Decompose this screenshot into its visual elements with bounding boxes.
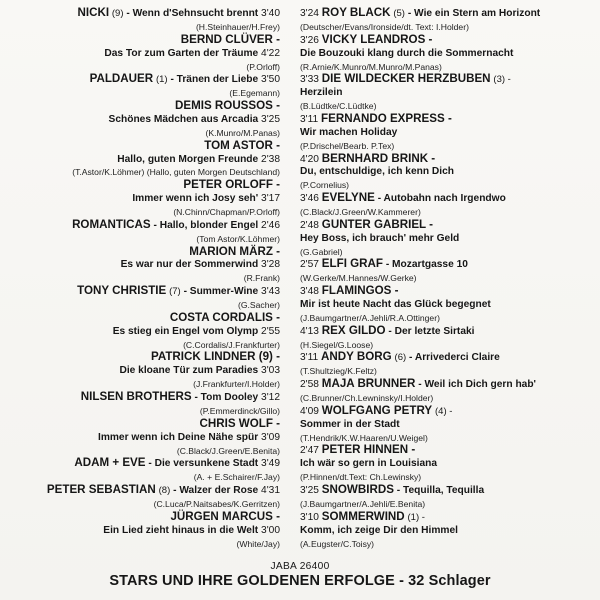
songwriter-credit: (C.Black/J.Green/W.Kammerer) <box>300 207 421 218</box>
track-duration: 2'48 <box>300 219 319 231</box>
songwriter-credit: (P.Orloff) <box>246 61 280 72</box>
track-line <box>14 432 280 445</box>
track-duration: 3'12 <box>261 392 280 404</box>
track-line <box>300 219 590 233</box>
song-title: Hallo, guten Morgen Freunde <box>117 153 259 165</box>
track-duration: 2'47 <box>300 445 319 457</box>
track-line <box>14 219 280 233</box>
chart-position: (3) - <box>493 74 511 86</box>
track-entry <box>14 73 280 100</box>
track-duration: 3'11 <box>300 113 319 125</box>
title-line <box>300 419 590 432</box>
track-entry <box>300 7 590 34</box>
track-entry <box>300 285 590 325</box>
chart-position: (1) <box>155 74 168 86</box>
songwriter-credit: (C.Black/J.Green/E.Benita) <box>176 445 280 456</box>
track-entry <box>14 418 280 458</box>
song-title: - Summer-Wine <box>183 286 259 298</box>
song-title: Mir ist heute Nacht das Glück begegnet <box>300 299 491 311</box>
song-title: Immer wenn ich Deine Nähe spür <box>97 431 259 443</box>
chart-position: (7) <box>169 286 181 298</box>
songwriter-credit: (K.Munro/M.Panas) <box>205 127 280 138</box>
track-entry <box>300 219 590 259</box>
song-title: - Mozartgasse 10 <box>385 259 468 271</box>
artist-name: TONY CHRISTIE <box>77 284 167 298</box>
song-title: Sommer in der Stadt <box>300 418 400 430</box>
track-duration: 3'26 <box>300 34 319 46</box>
track-duration: 3'46 <box>300 193 319 205</box>
track-entry <box>300 153 590 193</box>
song-title: - Wenn d'Sehnsucht brennt <box>126 8 259 19</box>
artist-name: EVELYNE <box>321 191 375 205</box>
artist-line <box>14 351 280 365</box>
songwriter-credit: (J.Frankfurter/I.Holder) <box>193 379 280 390</box>
chart-position: (8) <box>158 485 171 497</box>
track-duration: 2'57 <box>300 259 319 271</box>
track-line <box>14 7 280 21</box>
title-line <box>300 233 590 246</box>
songwriter-credit: (A. + E.Schairer/F.Jay) <box>193 472 280 483</box>
catalog-number: JABA 26400 <box>270 561 330 572</box>
artist-name: MAJA BRUNNER <box>321 377 416 391</box>
artist-name: REX GILDO <box>321 323 386 337</box>
songwriter-credit: (C.Luca/P.Naitsabes/K.Gerritzen) <box>153 499 280 509</box>
songwriter-credit: (A.Eugster/C.Toisy) <box>300 538 375 549</box>
artist-name: ELFI GRAF <box>321 257 383 271</box>
artist-line <box>14 418 280 432</box>
track-line <box>300 378 590 392</box>
artist-name: WOLFGANG PETRY <box>321 403 433 417</box>
track-duration: 3'48 <box>300 286 319 298</box>
songwriter-credit: (R.Arnie/K.Munro/M.Munro/M.Panas) <box>300 61 442 72</box>
song-title: - Die versunkene Stadt <box>148 458 259 470</box>
songwriter-credit: (T.Shultzieg/K.Feltz) <box>300 366 377 377</box>
songwriter-credit: (R.Frank) <box>243 273 280 284</box>
artist-name: BERND CLÜVER - <box>180 32 280 46</box>
artist-name: PETER SEBASTIAN <box>46 483 156 497</box>
track-line <box>14 114 280 127</box>
track-duration: 3'11 <box>300 352 319 364</box>
songwriter-credit: (C.Brunner/Ch.Lewninsky/I.Holder) <box>300 393 434 404</box>
track-line <box>14 326 280 339</box>
artist-line <box>14 511 280 525</box>
track-line <box>14 259 280 272</box>
track-duration: 3'33 <box>300 74 319 86</box>
track-entry <box>300 113 590 153</box>
artist-name: PETER HINNEN - <box>321 443 416 457</box>
title-line <box>300 166 590 179</box>
track-duration: 2'58 <box>300 379 319 391</box>
song-title: Wir machen Holiday <box>300 126 398 138</box>
song-title: Es war nur der Sommerwind <box>120 259 259 271</box>
track-duration: 3'25 <box>261 113 280 125</box>
artist-name: DIE WILDECKER HERZBUBEN <box>321 72 491 86</box>
artist-name: NICKI <box>77 6 110 19</box>
songwriter-credit: (P.Cornelius) <box>300 180 350 191</box>
track-duration: 3'09 <box>261 431 280 443</box>
title-line <box>300 87 590 100</box>
chart-position: (5) <box>393 8 405 19</box>
artist-name: ROMANTICAS <box>72 217 151 231</box>
track-entry <box>300 444 590 484</box>
track-duration: 3'03 <box>261 365 280 377</box>
artist-name: JÜRGEN MARCUS - <box>170 509 280 523</box>
track-entry <box>300 405 590 445</box>
songwriter-credit: (W.Gerke/M.Hannes/W.Gerke) <box>300 273 417 284</box>
track-entry <box>300 484 590 511</box>
artist-name: BERNHARD BRINK - <box>321 151 436 165</box>
song-title: Du, entschuldige, ich kenn Dich <box>300 166 454 178</box>
artist-line <box>14 246 280 260</box>
tracklist-left <box>14 7 280 550</box>
song-title: - Tränen der Liebe <box>170 74 259 86</box>
track-entry <box>14 484 280 511</box>
song-title: Schönes Mädchen aus Arcadia <box>108 113 259 125</box>
song-title: Das Tor zum Garten der Träume <box>104 47 259 59</box>
songwriter-credit: (P.Drischel/Bearb. P.Tex) <box>300 140 395 151</box>
chart-position: (4) - <box>435 405 453 417</box>
artist-name: DEMIS ROUSSOS - <box>174 99 280 113</box>
artist-name: PETER ORLOFF - <box>183 178 280 192</box>
track-entry <box>14 140 280 180</box>
artist-name: NILSEN BROTHERS <box>80 390 192 404</box>
song-title: Immer wenn ich Josy seh' <box>132 193 259 205</box>
song-title: Es stieg ein Engel vom Olymp <box>112 325 259 337</box>
song-title: Herzilein <box>300 87 343 99</box>
song-title: - Tom Dooley <box>194 392 259 404</box>
track-line <box>14 525 280 538</box>
song-title: - Autobahn nach Irgendwo <box>377 193 506 205</box>
track-entry <box>300 325 590 352</box>
track-duration: 2'55 <box>261 325 280 337</box>
track-entry <box>14 285 280 312</box>
songwriter-credit: (Deutscher/Evans/Ironside/dt. Text: I.Holder) <box>300 21 469 32</box>
track-line <box>300 153 590 167</box>
artist-name: CHRIS WOLF - <box>199 416 280 430</box>
track-duration: 3'49 <box>261 458 280 470</box>
artist-name: FERNANDO EXPRESS - <box>321 111 452 125</box>
song-title: Hey Boss, ich brauch' mehr Geld <box>300 232 460 244</box>
artist-name: GUNTER GABRIEL - <box>321 217 434 231</box>
song-title: Die kloane Tür zum Paradies <box>119 365 259 377</box>
artist-name: PATRICK LINDNER (9) - <box>150 350 280 364</box>
track-line <box>14 48 280 61</box>
track-duration: 3'17 <box>261 193 280 205</box>
track-entry <box>300 351 590 378</box>
track-line <box>14 484 280 498</box>
artist-line <box>14 312 280 326</box>
track-line <box>300 113 590 127</box>
artist-line <box>14 34 280 48</box>
track-entry <box>14 34 280 74</box>
track-line <box>14 285 280 299</box>
artist-name: ADAM + EVE <box>74 456 146 470</box>
songwriter-credit: (J.Baumgartner/A.Jehli/R.A.Ottinger) <box>300 312 440 323</box>
track-line <box>300 258 590 272</box>
track-duration: 2'38 <box>261 153 280 165</box>
title-line <box>300 458 590 471</box>
song-title: Die Bouzouki klang durch die Sommernacht <box>300 47 514 59</box>
chart-position: (6) <box>394 352 407 364</box>
track-line <box>14 154 280 167</box>
track-line <box>300 444 590 458</box>
artist-name: COSTA CORDALIS - <box>169 310 280 324</box>
track-line <box>300 511 590 525</box>
songwriter-credit: (T.Astor/K.Löhmer) (Hallo, guten Morgen Deutschland) <box>72 167 280 178</box>
song-title: - Weil ich Dich gern hab' <box>418 379 536 391</box>
songwriter-credit: (Tom Astor/K.Löhmer) <box>196 233 280 244</box>
track-entry <box>14 457 280 484</box>
song-title: - Hallo, blonder Engel <box>153 219 259 231</box>
song-title: - Wie ein Stern am Horizont <box>407 8 541 19</box>
artist-line <box>14 179 280 193</box>
track-duration: 2'46 <box>261 219 280 231</box>
track-line <box>14 365 280 378</box>
song-title: - Tequilla, Tequilla <box>396 485 485 497</box>
track-line <box>14 457 280 471</box>
song-title: Ich wär so gern in Louisiana <box>300 458 437 470</box>
track-duration: 4'31 <box>261 485 280 497</box>
song-title: Ein Lied zieht hinaus in die Welt <box>103 524 259 536</box>
track-line <box>300 405 590 419</box>
track-entry <box>14 100 280 140</box>
artist-line <box>14 100 280 114</box>
track-entry <box>300 73 590 113</box>
track-entry <box>300 378 590 405</box>
chart-position: (1) - <box>407 511 425 523</box>
songwriter-credit: (G.Gabriel) <box>300 246 343 257</box>
track-entry <box>14 219 280 246</box>
track-duration: 3'00 <box>261 524 280 536</box>
track-duration: 3'10 <box>300 511 319 523</box>
track-line <box>300 7 590 21</box>
tracklist-right <box>300 7 590 550</box>
track-duration: 4'20 <box>300 153 319 165</box>
artist-name: MARION MÄRZ - <box>189 244 280 258</box>
track-line <box>300 325 590 339</box>
track-entry <box>14 246 280 286</box>
track-duration: 4'13 <box>300 325 319 337</box>
artist-line <box>14 140 280 154</box>
track-entry <box>14 391 280 418</box>
artist-name: ANDY BORG <box>321 350 392 364</box>
track-entry <box>300 511 590 551</box>
track-line <box>14 193 280 206</box>
songwriter-credit: (P.Hinnen/dt.Text: Ch.Lewinsky) <box>300 472 422 483</box>
chart-position: (9) <box>111 8 124 19</box>
artist-name: PALDAUER <box>89 72 154 86</box>
songwriter-credit: (C.Cordalis/J.Frankfurter) <box>183 339 280 350</box>
songwriter-credit: (E.Egemann) <box>229 88 280 99</box>
song-title: - Walzer der Rose <box>173 485 259 497</box>
track-entry <box>300 192 590 219</box>
artist-name: SOMMERWIND <box>321 509 405 523</box>
songwriter-credit: (N.Chinn/Chapman/P.Orloff) <box>173 207 280 218</box>
album-title: STARS UND IHRE GOLDENEN ERFOLGE - 32 Schlager <box>109 573 491 589</box>
track-duration: 3'40 <box>261 8 280 19</box>
song-title: - Arrivederci Claire <box>409 352 500 364</box>
track-line <box>300 192 590 206</box>
title-line <box>300 525 590 538</box>
songwriter-credit: (P.Emmerdinck/Gillo) <box>199 405 280 416</box>
song-title: - Der letzte Sirtaki <box>388 325 475 337</box>
track-entry <box>14 511 280 551</box>
track-entry <box>300 34 590 74</box>
songwriter-credit: (G.Sacher) <box>237 300 280 311</box>
track-line <box>300 351 590 365</box>
songwriter-credit: (B.Lüdtke/C.Lüdtke) <box>300 101 377 112</box>
track-entry <box>14 351 280 391</box>
title-line <box>300 48 590 61</box>
artist-name: SNOWBIRDS <box>321 483 394 497</box>
track-duration: 4'09 <box>300 405 319 417</box>
artist-name: TOM ASTOR - <box>204 138 280 152</box>
track-duration: 3'24 <box>300 8 319 19</box>
track-line <box>14 73 280 87</box>
track-line <box>300 73 590 87</box>
track-duration: 4'22 <box>261 47 280 59</box>
songwriter-credit: (J.Baumgartner/A.Jehli/E.Benita) <box>300 499 426 509</box>
track-entry <box>300 258 590 285</box>
songwriter-credit: (White/Jay) <box>236 538 280 549</box>
track-entry <box>14 7 280 34</box>
track-line <box>300 34 590 48</box>
track-entry <box>14 179 280 219</box>
songwriter-credit: (T.Hendrik/K.W.Haaren/U.Weigel) <box>300 432 428 443</box>
artist-name: FLAMINGOS - <box>321 284 399 298</box>
track-entry <box>14 312 280 352</box>
artist-name: ROY BLACK <box>321 6 391 19</box>
track-duration: 3'50 <box>261 74 280 86</box>
track-duration: 3'28 <box>261 259 280 271</box>
title-line <box>300 127 590 140</box>
track-line <box>14 391 280 405</box>
artist-name: VICKY LEANDROS - <box>321 32 433 46</box>
songwriter-credit: (H.Steinhauer/H.Frey) <box>195 21 280 32</box>
track-line <box>300 484 590 498</box>
track-line <box>300 285 590 299</box>
song-title: Komm, ich zeige Dir den Himmel <box>300 524 458 536</box>
songwriter-credit: (H.Siegel/G.Loose) <box>300 339 374 350</box>
track-duration: 3'25 <box>300 485 319 497</box>
track-duration: 3'43 <box>261 286 280 298</box>
title-line <box>300 299 590 312</box>
